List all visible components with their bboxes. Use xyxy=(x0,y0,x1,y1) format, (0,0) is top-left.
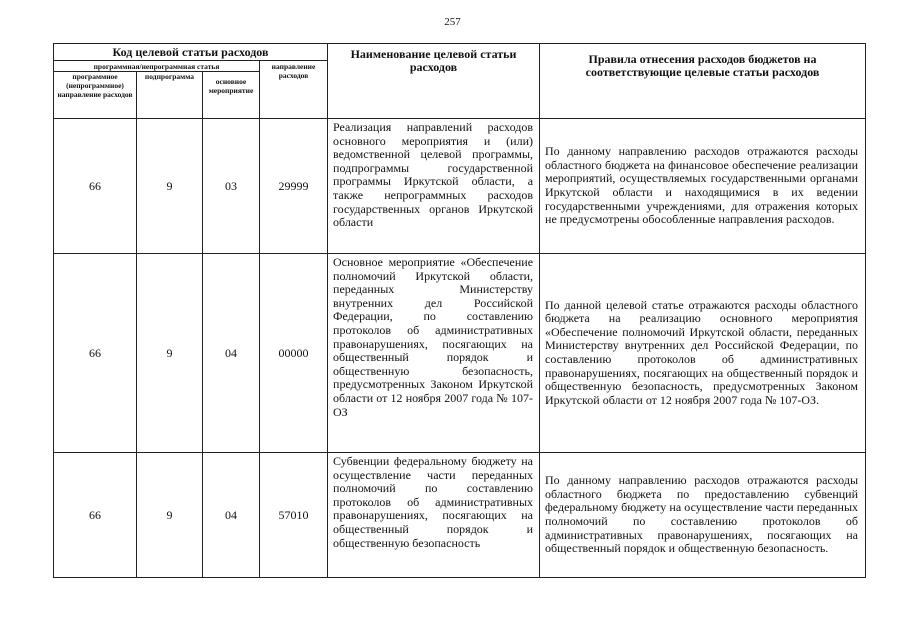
cell-name: Основное мероприятие «Обеспечение полномочий Иркутской области, переданных Министерству внутренних дел Российской Федерации, по составлению протоколов об административных правонарушениях, посягающих на общественный порядок и общественную безопасность, предусмотренных Законом Иркутской области от 12 ноября 2007 года № 107-ОЗ xyxy=(328,254,540,453)
cell-direction: 57010 xyxy=(260,453,328,578)
cell-rules: По данной целевой статье отражаются расходы областного бюджета на реализацию основного мероприятия «Обеспечение полномочий Иркутской области, переданных Министерству внутренних дел Российской Федерации, по составлению протоколов об административных правонарушениях, посягающих на общественный порядок и общественную безопасность, предусмотренных Законом Иркутской области от 12 ноября 2007 года № 107-ОЗ. xyxy=(540,254,866,453)
cell-name: Реализация направлений расходов основного мероприятия и (или) ведомственной целевой программы, подпрограммы государственной программы Иркутской области, а также непрограммных расходов государственных органов Иркутской области xyxy=(328,119,540,254)
cell-main-event: 04 xyxy=(203,453,260,578)
cell-subprogram: 9 xyxy=(137,453,203,578)
header-subprogram: подпрограмма xyxy=(137,72,203,119)
cell-subprogram: 9 xyxy=(137,254,203,453)
header-program-group: программная/непрограммная статья xyxy=(54,61,260,72)
cell-name: Субвенции федеральному бюджету на осуществление части переданных полномочий по составлению протоколов об административных правонарушениях, посягающих на общественный порядок и общественную безопасность xyxy=(328,453,540,578)
cell-main-event: 03 xyxy=(203,119,260,254)
header-direction: направление расходов xyxy=(260,61,328,119)
cell-direction: 29999 xyxy=(260,119,328,254)
page-number: 257 xyxy=(444,16,461,28)
header-code-group: Код целевой статьи расходов xyxy=(54,44,328,61)
cell-rules: По данному направлению расходов отражаются расходы областного бюджета по предоставлению субвенций федеральному бюджету на осуществление части переданных полномочий по составлению протоколов об административных правонарушениях, посягающих на общественный порядок и общественную безопасность. xyxy=(540,453,866,578)
cell-program: 66 xyxy=(54,453,137,578)
header-main-event: основное мероприятие xyxy=(203,72,260,119)
table-row xyxy=(54,119,866,254)
budget-classification-table xyxy=(53,43,866,578)
header-name: Наименование целевой статьи расходов xyxy=(328,44,540,119)
header-program: программное (непрограммное) направление расходов xyxy=(54,72,137,119)
table-row xyxy=(54,254,866,453)
cell-program: 66 xyxy=(54,254,137,453)
cell-subprogram: 9 xyxy=(137,119,203,254)
header-rules: Правила отнесения расходов бюджетов на соответствующие целевые статьи расходов xyxy=(540,44,866,119)
header-row-1 xyxy=(54,44,866,61)
cell-rules: По данному направлению расходов отражаются расходы областного бюджета на финансовое обеспечение реализации мероприятий, осуществляемых государственными органами Иркутской области и находящимися в их ведении государственными учреждениями, для отражения которых не предусмотрены обособленные направления расходов. xyxy=(540,119,866,254)
cell-program: 66 xyxy=(54,119,137,254)
cell-direction: 00000 xyxy=(260,254,328,453)
table-row xyxy=(54,453,866,578)
cell-main-event: 04 xyxy=(203,254,260,453)
